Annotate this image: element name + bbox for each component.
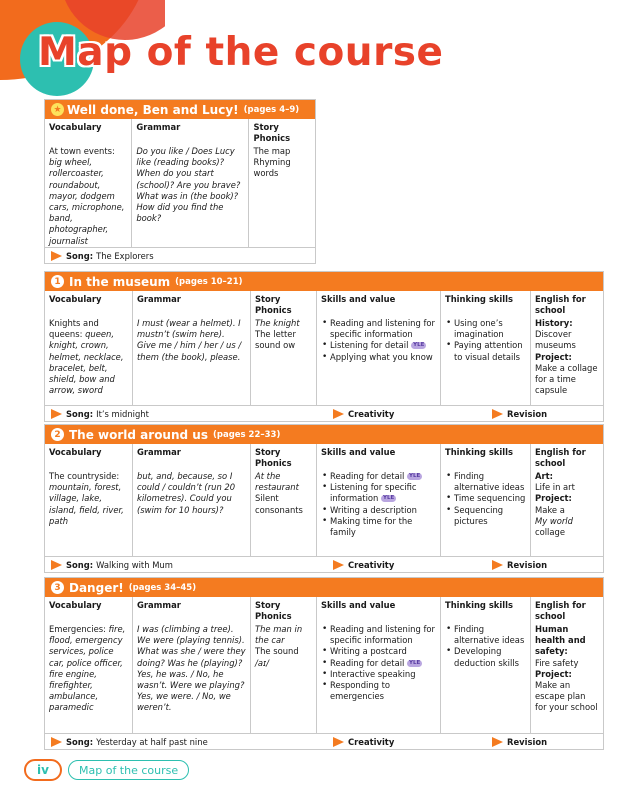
unit-header (45, 578, 603, 597)
unit-number: 2 (51, 428, 64, 441)
grammar-cell (133, 444, 251, 556)
list-item: • Finding alternative ideas (445, 624, 526, 646)
phonics-text: The sound (255, 646, 299, 657)
thinking-cell (441, 597, 531, 733)
list-item: • Reading for detail YLE (321, 471, 436, 482)
vocab-intro: The countryside: (49, 471, 120, 481)
song-label: Song: (66, 408, 94, 419)
skills-header: Skills and value (321, 600, 396, 610)
grammar-text: I could / couldn’t (run 20 kilometres). Could you (swim for 10 hours)? (137, 471, 236, 515)
project-text: My world (535, 515, 573, 526)
school-cell (531, 597, 603, 733)
revision-label: Revision (486, 409, 547, 419)
story-phonics-header: Story Phonics (255, 294, 292, 315)
song-label: Song: (66, 559, 94, 570)
school-subject-text: Life in art (535, 482, 575, 493)
grammar-header: Grammar (136, 122, 181, 132)
song-label: Song: (66, 736, 94, 747)
story-phonics-header: Story Phonics (255, 447, 292, 468)
skills-cell (317, 597, 441, 733)
school-subject: History: (535, 318, 573, 328)
list-item: • Interactive speaking (321, 669, 436, 680)
unit-header (45, 425, 603, 444)
creativity-label: Creativity (327, 737, 394, 747)
grammar-text: I must (wear a helmet). I mustn’t (swim here). Give me / him / her / us / them (the book), please. (137, 318, 242, 362)
unit-header (45, 272, 603, 291)
phonics-text: Rhyming words (253, 157, 291, 179)
phonics-sound: /aɪ/ (255, 657, 269, 668)
creativity-label: Creativity (327, 560, 394, 570)
song-title: The Explorers (96, 250, 154, 261)
grammar-header: Grammar (137, 294, 181, 304)
story-text: The map (253, 146, 291, 156)
page-number: iv (24, 759, 62, 781)
vocabulary-cell (45, 291, 133, 405)
song-title: Walking with Mum (96, 559, 173, 570)
song-label: Song: (66, 250, 94, 261)
vocabulary-header: Vocabulary (49, 294, 102, 304)
song-title: Yesterday at half past nine (96, 736, 208, 747)
thinking-header: Thinking skills (445, 294, 513, 304)
song-title: It’s midnight (96, 408, 149, 419)
page-title: Map of the course (38, 30, 444, 75)
skills-cell (317, 291, 441, 405)
unit-title: The world around us (69, 427, 208, 442)
project-text: Make a collage for a time capsule (535, 362, 598, 396)
vocab-intro: Emergencies: (49, 624, 106, 634)
school-subject-text: Fire safety (535, 657, 579, 668)
yle-badge: YLE (409, 659, 421, 666)
unit-pages: (pages 4–9) (243, 104, 300, 115)
list-item: • Responding to emergencies (321, 680, 436, 702)
list-item: • Developing deduction skills (445, 646, 526, 668)
creativity-label: Creativity (327, 409, 394, 419)
school-subject-text: Discover museums (535, 329, 576, 351)
unit-pages: (pages 22–33) (212, 429, 281, 440)
grammar-cell (132, 119, 249, 247)
vocabulary-header: Vocabulary (49, 600, 102, 610)
project-text: Make an escape plan for your school (535, 680, 598, 713)
flag-icon (492, 737, 503, 747)
project-text: collage (535, 527, 565, 538)
yle-badge: YLE (413, 342, 425, 349)
story-text: The man in the car (255, 624, 303, 646)
vocabulary-cell (45, 444, 133, 556)
list-item: • Making time for the family (321, 516, 436, 538)
school-header: English for school (535, 294, 586, 315)
phonics-text: Silent consonants (255, 493, 303, 515)
project-label: Project: (535, 351, 572, 362)
list-item: • Listening for detail YLE (321, 340, 436, 351)
unit-header (45, 100, 315, 119)
unit-footer (45, 733, 603, 749)
grammar-text: I was (climbing a tree). We were (playing tennis). What was she / were they doing? Was he (playing)? Yes, he was. / No, he wasn’t. Were we playing? Yes, we were. / No, we weren’t. (137, 624, 246, 713)
phonics-text: The letter sound ow (255, 329, 296, 351)
page-footer (24, 759, 189, 781)
vocabulary-cell (45, 119, 132, 247)
thinking-header: Thinking skills (445, 447, 513, 457)
school-subject: Human health and safety: (535, 624, 586, 657)
unit-title: Well done, Ben and Lucy! (67, 102, 239, 117)
vocab-intro: At town events: (49, 146, 115, 156)
unit-footer (45, 556, 603, 572)
unit-3 (44, 577, 604, 750)
flag-icon (333, 560, 344, 570)
school-cell (531, 291, 603, 405)
project-text: Make a (535, 504, 565, 515)
grammar-cell (133, 291, 251, 405)
unit-title: In the museum (69, 274, 171, 289)
revision-label: Revision (486, 737, 547, 747)
list-item: • Writing a description (321, 505, 436, 516)
thinking-cell (441, 291, 531, 405)
vocab-list: mountain, forest, village, lake, island, field, river, path (49, 482, 124, 526)
list-item: • Time sequencing (445, 493, 526, 504)
story-phonics-cell (251, 597, 317, 733)
list-item: • Applying what you know (321, 352, 436, 363)
unit-footer (45, 405, 603, 421)
grammar-cell (133, 597, 251, 733)
list-item: • Finding alternative ideas (445, 471, 526, 493)
unit-1 (44, 271, 604, 422)
project-label: Project: (535, 493, 572, 504)
list-item: • Reading and listening for specific information (321, 624, 436, 646)
unit-2 (44, 424, 604, 573)
vocab-list: fire, flood, emergency services, police car, police officer, fire engine, firefighter, ambulance, paramedic (49, 624, 126, 713)
flag-icon (492, 560, 503, 570)
school-subject: Art: (535, 471, 553, 481)
project-label: Project: (535, 668, 572, 679)
story-text: The knight (255, 318, 300, 328)
skills-cell (317, 444, 441, 556)
list-item: • Writing a postcard (321, 646, 436, 657)
story-phonics-cell (249, 119, 315, 247)
grammar-text: Do you like / Does Lucy like (reading books)? When do you start (school)? Are you brave? What was in (the book)? How did you find the book? (136, 146, 241, 224)
list-item: • Listening for specific information YLE (321, 482, 436, 504)
list-item: • Using one’s imagination (445, 318, 526, 340)
grammar-header: Grammar (137, 447, 181, 457)
vocab-intro: Knights and queens: (49, 318, 99, 340)
school-header: English for school (535, 600, 586, 621)
story-phonics-header: Story Phonics (255, 600, 292, 621)
story-phonics-cell (251, 291, 317, 405)
flag-icon (51, 409, 62, 419)
vocab-list: queen, knight, crown, helmet, necklace, bracelet, belt, shield, bow and arrow, sword (49, 329, 124, 396)
vocab-list: big wheel, rollercoaster, roundabout, mayor, dodgem cars, microphone, band, photographer, journalist (49, 157, 125, 246)
list-item: • Paying attention to visual details (445, 340, 526, 362)
flag-icon (333, 737, 344, 747)
school-cell (531, 444, 603, 556)
grammar-text: but, and, because, so (137, 471, 228, 481)
unit-pages: (pages 10–21) (175, 276, 243, 287)
skills-header: Skills and value (321, 294, 396, 304)
story-phonics-header: Story Phonics (253, 122, 291, 143)
list-item: • Reading for detail YLE (321, 658, 436, 669)
flag-icon (51, 560, 62, 570)
thinking-header: Thinking skills (445, 600, 513, 610)
flag-icon (51, 251, 62, 261)
story-text: At the restaurant (255, 471, 299, 493)
story-phonics-cell (251, 444, 317, 556)
flag-icon (333, 409, 344, 419)
skills-header: Skills and value (321, 447, 396, 457)
list-item: • Sequencing pictures (445, 505, 526, 527)
unit-welcome (44, 99, 316, 264)
vocabulary-cell (45, 597, 133, 733)
school-header: English for school (535, 447, 586, 468)
unit-footer (45, 247, 315, 263)
flag-icon (51, 737, 62, 747)
unit-number: 3 (51, 581, 64, 594)
flag-icon (492, 409, 503, 419)
thinking-cell (441, 444, 531, 556)
yle-badge: YLE (409, 473, 421, 479)
list-item: • Reading and listening for specific information (321, 318, 436, 340)
unit-pages: (pages 34–45) (128, 582, 197, 593)
vocabulary-header: Vocabulary (49, 447, 102, 457)
star-icon: ★ (51, 103, 64, 116)
unit-title: Danger! (69, 580, 124, 595)
revision-label: Revision (486, 560, 547, 570)
vocabulary-header: Vocabulary (49, 122, 102, 132)
unit-number: 1 (51, 275, 64, 288)
footer-label: Map of the course (68, 760, 189, 780)
grammar-header: Grammar (137, 600, 181, 610)
yle-badge: YLE (383, 495, 395, 502)
